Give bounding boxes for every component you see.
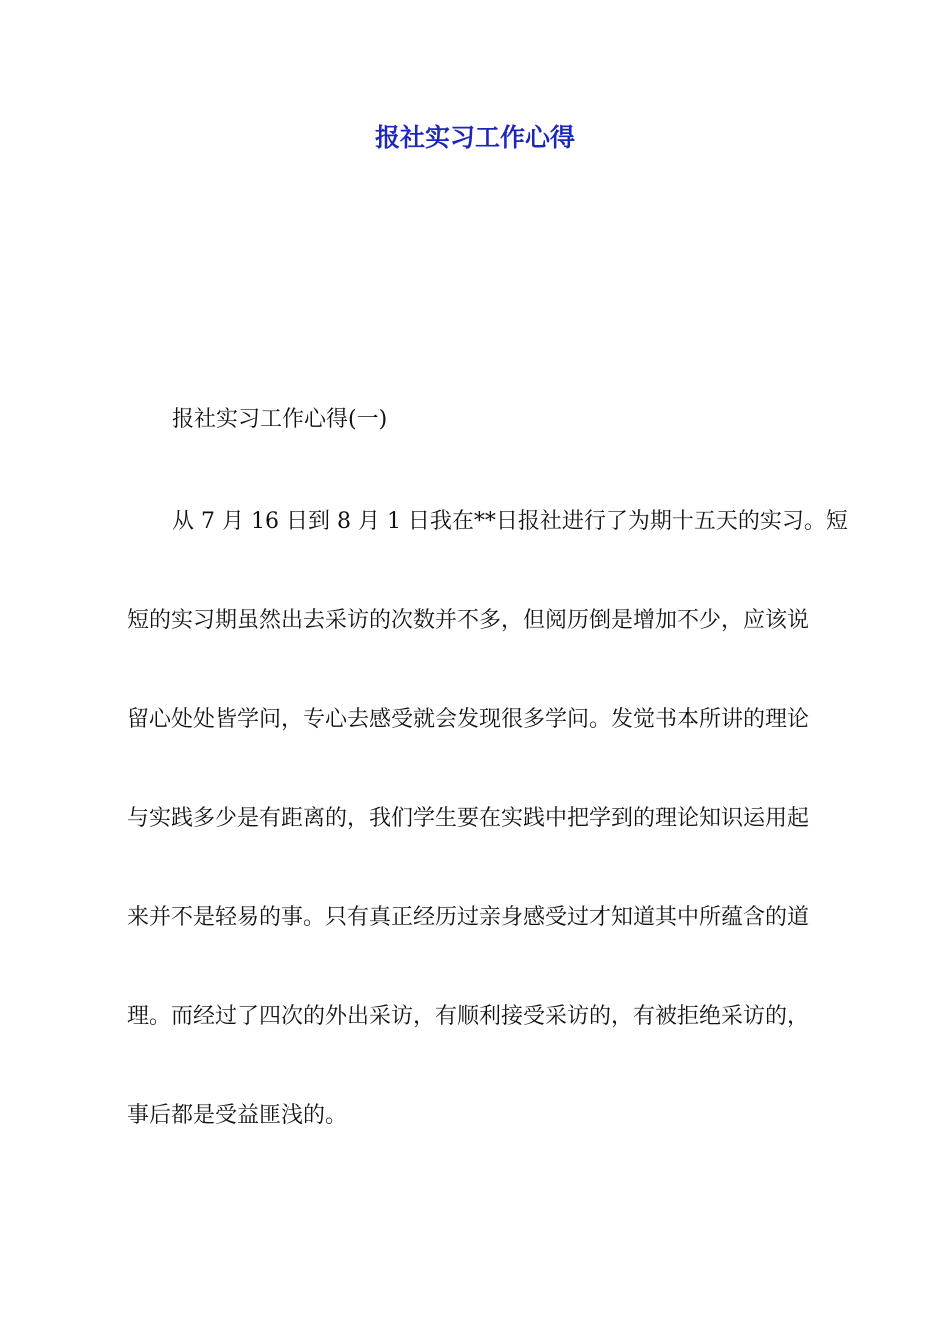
paragraph-line: 事后都是受益匪浅的。 bbox=[127, 1103, 348, 1128]
paragraph-line: 来并不是轻易的事。只有真正经历过亲身感受过才知道其中所蕴含的道 bbox=[127, 905, 810, 930]
paragraph-line: 与实践多少是有距离的，我们学生要在实践中把学到的理论知识运用起 bbox=[127, 806, 810, 831]
section-heading: 报社实习工作心得(一) bbox=[172, 407, 388, 432]
paragraph-line: 从 7 月 16 日到 8 月 1 日我在**日报社进行了为期十五天的实习。短 bbox=[172, 509, 848, 534]
paragraph-line: 短的实习期虽然出去采访的次数并不多，但阅历倒是增加不少，应该说 bbox=[127, 608, 810, 633]
paragraph-line: 留心处处皆学问，专心去感受就会发现很多学问。发觉书本所讲的理论 bbox=[127, 707, 810, 732]
document-title: 报社实习工作心得 bbox=[374, 123, 575, 152]
paragraph-line: 理。而经过了四次的外出采访，有顺利接受采访的，有被拒绝采访的， bbox=[127, 1004, 810, 1029]
